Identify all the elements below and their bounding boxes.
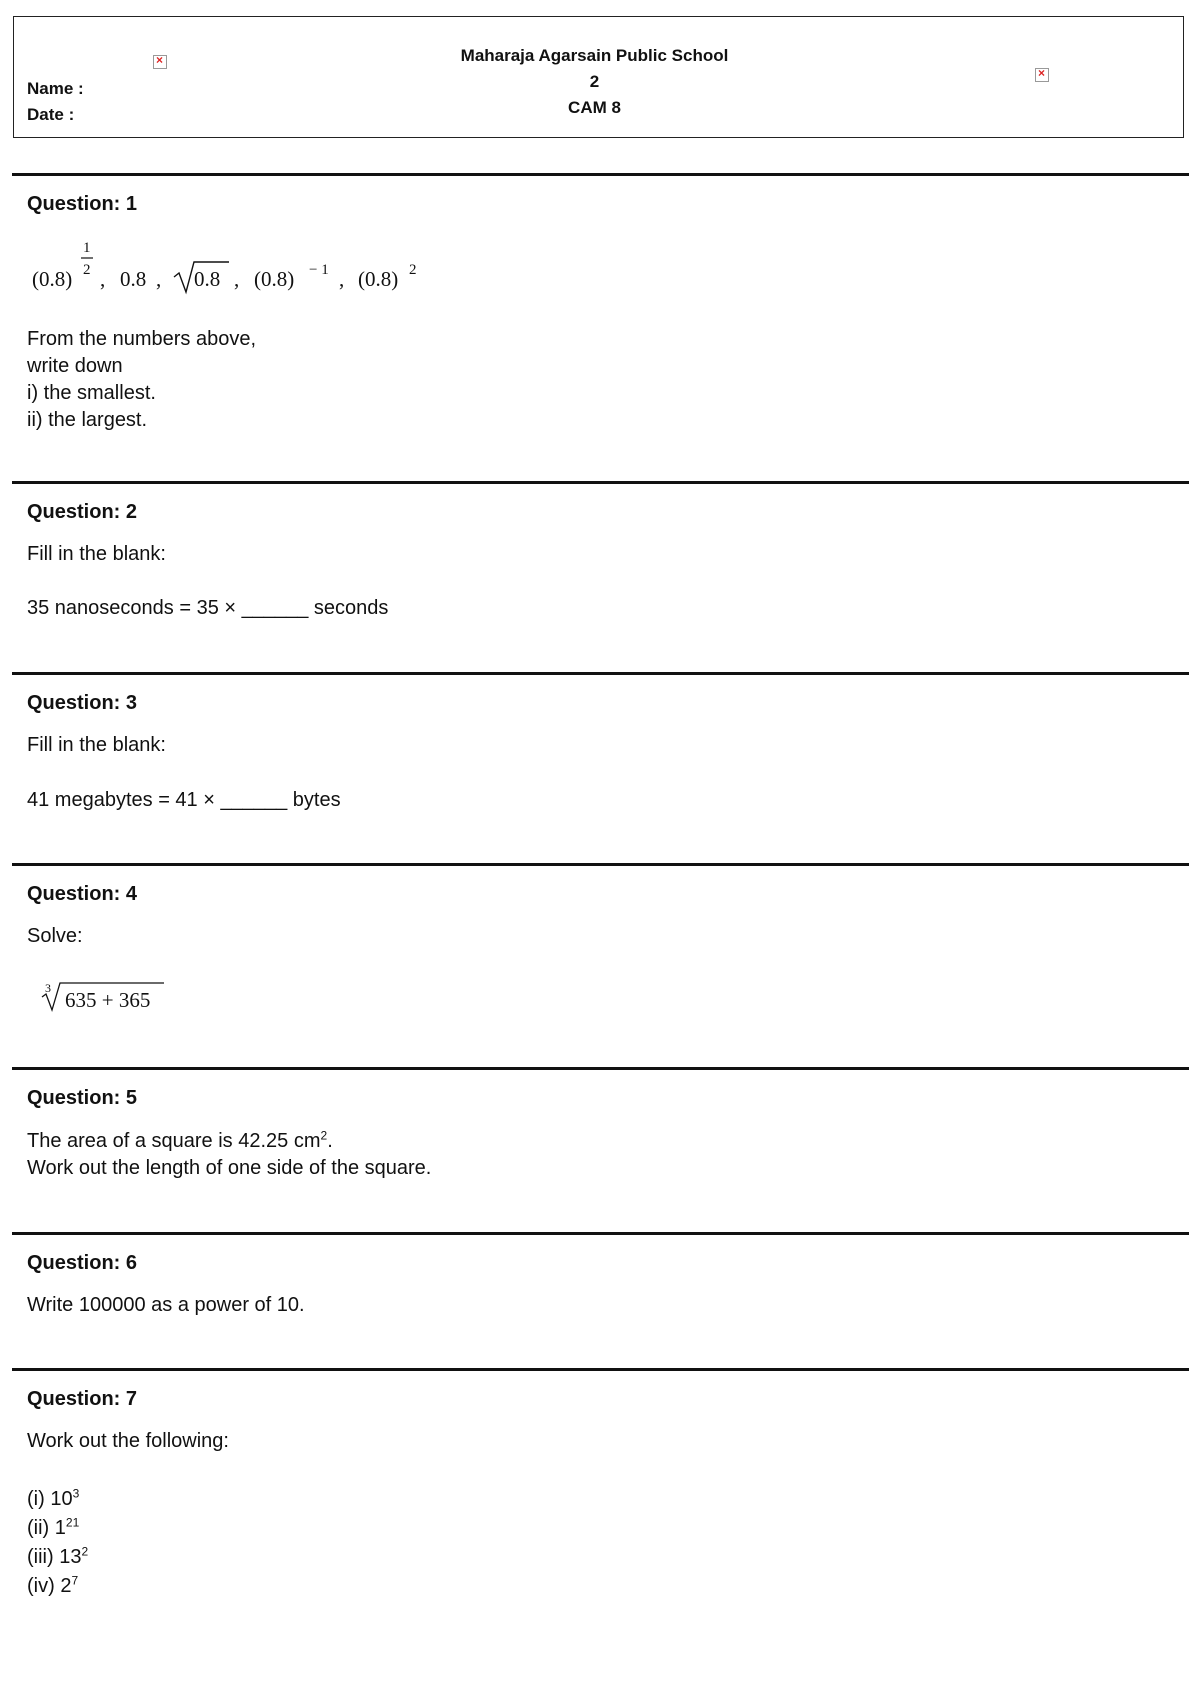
list-item: (iii) $13^2$ (27, 1544, 89, 1568)
question-7-title: Question: 7 (27, 1388, 138, 1410)
question-1-text (27, 326, 256, 434)
question-2-blank: 35 nanoseconds = 35 × ______ seconds (27, 597, 389, 619)
divider (12, 1232, 1189, 1235)
superscript: 2 (320, 1128, 328, 1143)
text-line: Work out the length of one side of the square. (27, 1157, 432, 1179)
separator: , (100, 267, 106, 291)
expr-term-2: 0.8 (120, 267, 147, 291)
expr-term-1-base: (0.8) (32, 267, 73, 291)
separator: , (156, 267, 162, 291)
text-line: From the numbers above, (27, 328, 256, 350)
question-6-text: Write 100000 as a power of 10. (27, 1294, 305, 1316)
text-line: i) the smallest. (27, 382, 156, 404)
divider (12, 1067, 1189, 1070)
list-item: (i) $10^3$ (27, 1486, 80, 1510)
question-3-instruction: Fill in the blank: (27, 734, 166, 756)
divider (12, 481, 1189, 484)
radicand: 635 + 365 (65, 988, 151, 1012)
radical-index: 3 (45, 981, 51, 995)
question-5-title: Question: 5 (27, 1087, 138, 1109)
expr-term-4-exp: − 1 (309, 262, 329, 278)
question-4-title: Question: 4 (27, 883, 138, 905)
question-7-instruction: Work out the following: (27, 1430, 229, 1452)
divider (12, 863, 1189, 866)
exam-title: CAM 8 (568, 98, 621, 117)
school-name: Maharaja Agarsain Public School (460, 46, 729, 65)
question-2-instruction: Fill in the blank: (27, 543, 166, 565)
list-item: (ii) $1^{21}$ (27, 1515, 80, 1539)
question-4-instruction: Solve: (27, 925, 83, 947)
question-1-expression (28, 234, 428, 296)
expr-term-3-radicand: 0.8 (194, 267, 221, 291)
text-line: write down (27, 355, 123, 377)
date-label: Date : (27, 105, 75, 124)
question-6-title: Question: 6 (27, 1252, 138, 1274)
expr-term-1-exp-num: 1 (83, 240, 91, 256)
expr-term-5-exp: 2 (409, 262, 417, 278)
divider (12, 173, 1189, 176)
expr-term-4-base: (0.8) (254, 267, 295, 291)
question-5-text (27, 1128, 431, 1182)
question-7-parts (27, 1485, 88, 1601)
divider (12, 1368, 1189, 1371)
header-number: 2 (589, 72, 600, 91)
question-2-title: Question: 2 (27, 501, 138, 523)
list-item: (iv) $2^7$ (27, 1573, 79, 1597)
school-heading (14, 43, 1185, 121)
expr-term-5-base: (0.8) (358, 267, 399, 291)
question-1-title: Question: 1 (27, 193, 138, 215)
question-3-title: Question: 3 (27, 692, 138, 714)
question-3-blank: 41 megabytes = 41 × ______ bytes (27, 789, 341, 811)
divider (12, 672, 1189, 675)
separator: , (234, 267, 240, 291)
name-label: Name : (27, 79, 84, 98)
expr-term-1-exp-den: 2 (83, 262, 91, 278)
separator: , (339, 267, 345, 291)
text-line: ii) the largest. (27, 409, 148, 431)
question-4-expression (40, 978, 170, 1016)
text-line: The area of a square is 42.25 $cm^2$. (27, 1128, 333, 1152)
page-header (13, 16, 1184, 138)
